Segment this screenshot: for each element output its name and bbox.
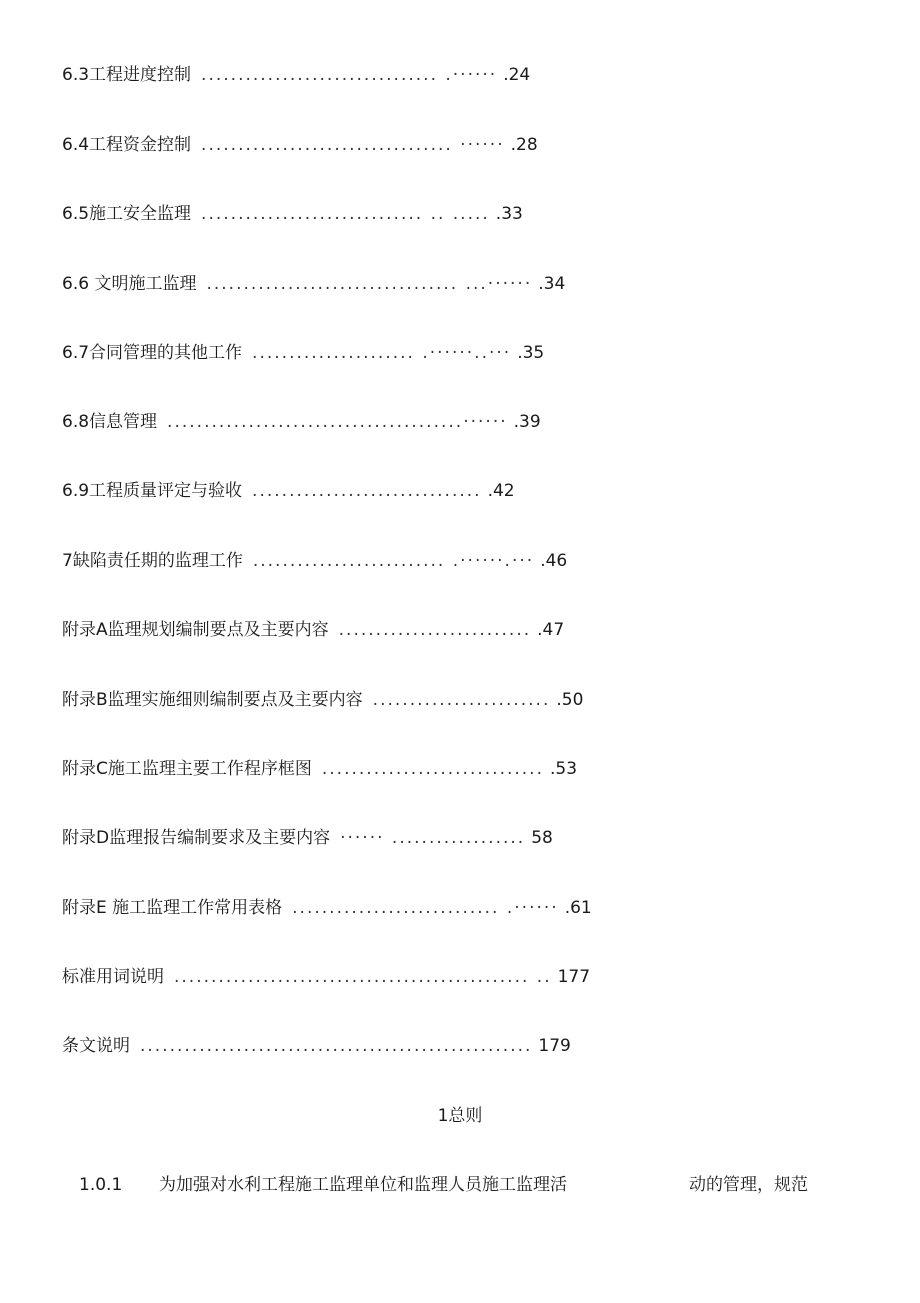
toc-entry-title: 附录A监理规划编制要点及主要内容 <box>62 620 329 640</box>
toc-entry-title: 附录B监理实施细则编制要点及主要内容 <box>62 690 363 710</box>
toc-entry-title: 6.7合同管理的其他工作 <box>62 343 243 363</box>
toc-entry <box>62 272 565 296</box>
toc-entry-page: 179 <box>538 1036 571 1056</box>
toc-entry-title: 标准用词说明 <box>62 967 164 987</box>
toc-entry <box>62 479 515 503</box>
toc-entry <box>62 202 523 226</box>
toc-entry <box>62 63 530 87</box>
toc-entry-page: .39 <box>513 412 541 432</box>
toc-entry-title: 6.9工程质量评定与验收 <box>62 481 243 501</box>
toc-entry <box>62 896 592 920</box>
toc-entry <box>62 549 567 573</box>
toc-entry-title: 6.3工程进度控制 <box>62 65 192 85</box>
toc-entry-title: 6.5施工安全监理 <box>62 204 192 224</box>
toc-entry <box>62 1034 571 1058</box>
toc-entry-leader: ................................ .······ <box>201 65 498 85</box>
toc-entry <box>62 341 544 365</box>
paragraph-text: 为加强对水利工程施工监理单位和监理人员施工监理活 <box>159 1175 567 1195</box>
toc-entry-leader: .......................... .······.··· <box>252 551 535 571</box>
toc-entry <box>62 965 590 989</box>
toc-entry-page: .33 <box>495 204 523 224</box>
toc-entry-page: 58 <box>531 828 553 848</box>
toc-entry-page: .61 <box>564 898 592 918</box>
toc-entry-page: .53 <box>550 759 578 779</box>
toc-entry-leader: ..................................................... <box>140 1036 533 1056</box>
toc-entry <box>62 410 541 434</box>
toc-entry-title: 6.6 文明施工监理 <box>62 274 197 294</box>
toc-entry-page: .46 <box>540 551 568 571</box>
toc-entry-page: .35 <box>517 343 545 363</box>
paragraph-number: 1.0.1 <box>79 1175 123 1195</box>
toc-entry-leader: .................................. ...······ <box>206 274 533 294</box>
toc-entry-title: 附录C施工监理主要工作程序框图 <box>62 759 312 779</box>
paragraph-text-continued: 动的管理，规范 <box>689 1175 808 1195</box>
toc-entry-leader: .................................. ······ <box>201 135 505 155</box>
toc-entry-page: .47 <box>537 620 565 640</box>
toc-entry-title: 条文说明 <box>62 1036 130 1056</box>
toc-entry-leader: ........................ <box>372 690 551 710</box>
toc-entry-leader: ······ .................. <box>340 828 526 848</box>
toc-entry-page: .50 <box>556 690 584 710</box>
toc-entry-page: .34 <box>538 274 566 294</box>
toc-entry-leader: ................................................ .. <box>174 967 552 987</box>
toc-entry-leader: ........................................······ <box>167 412 508 432</box>
toc-entry-leader: ............................... <box>252 481 482 501</box>
toc-entry-leader: ............................ .······ <box>292 898 559 918</box>
toc-entry <box>62 688 583 712</box>
toc-entry-title: 6.4工程资金控制 <box>62 135 192 155</box>
toc-entry <box>62 826 553 850</box>
toc-entry-page: .28 <box>510 135 538 155</box>
toc-entry-title: 7缺陷责任期的监理工作 <box>62 551 243 571</box>
toc-entry-page: .24 <box>503 65 531 85</box>
toc-entry-page: .42 <box>487 481 515 501</box>
toc-entry-leader: .......................... <box>338 620 532 640</box>
toc-entry <box>62 757 577 781</box>
toc-entry-title: 附录D监理报告编制要求及主要内容 <box>62 828 331 848</box>
toc-entry-title: 附录E 施工监理工作常用表格 <box>62 898 283 918</box>
toc-entry-page: 177 <box>557 967 591 987</box>
toc-entry-leader: .............................. .. ..... <box>201 204 490 224</box>
toc-entry-leader: .............................. <box>321 759 544 779</box>
toc-entry-title: 6.8信息管理 <box>62 412 158 432</box>
toc-entry <box>62 618 564 642</box>
toc-entry <box>62 133 538 157</box>
chapter-heading: 1总则 <box>437 1106 483 1126</box>
toc-entry-leader: ...................... .······..··· <box>252 343 512 363</box>
